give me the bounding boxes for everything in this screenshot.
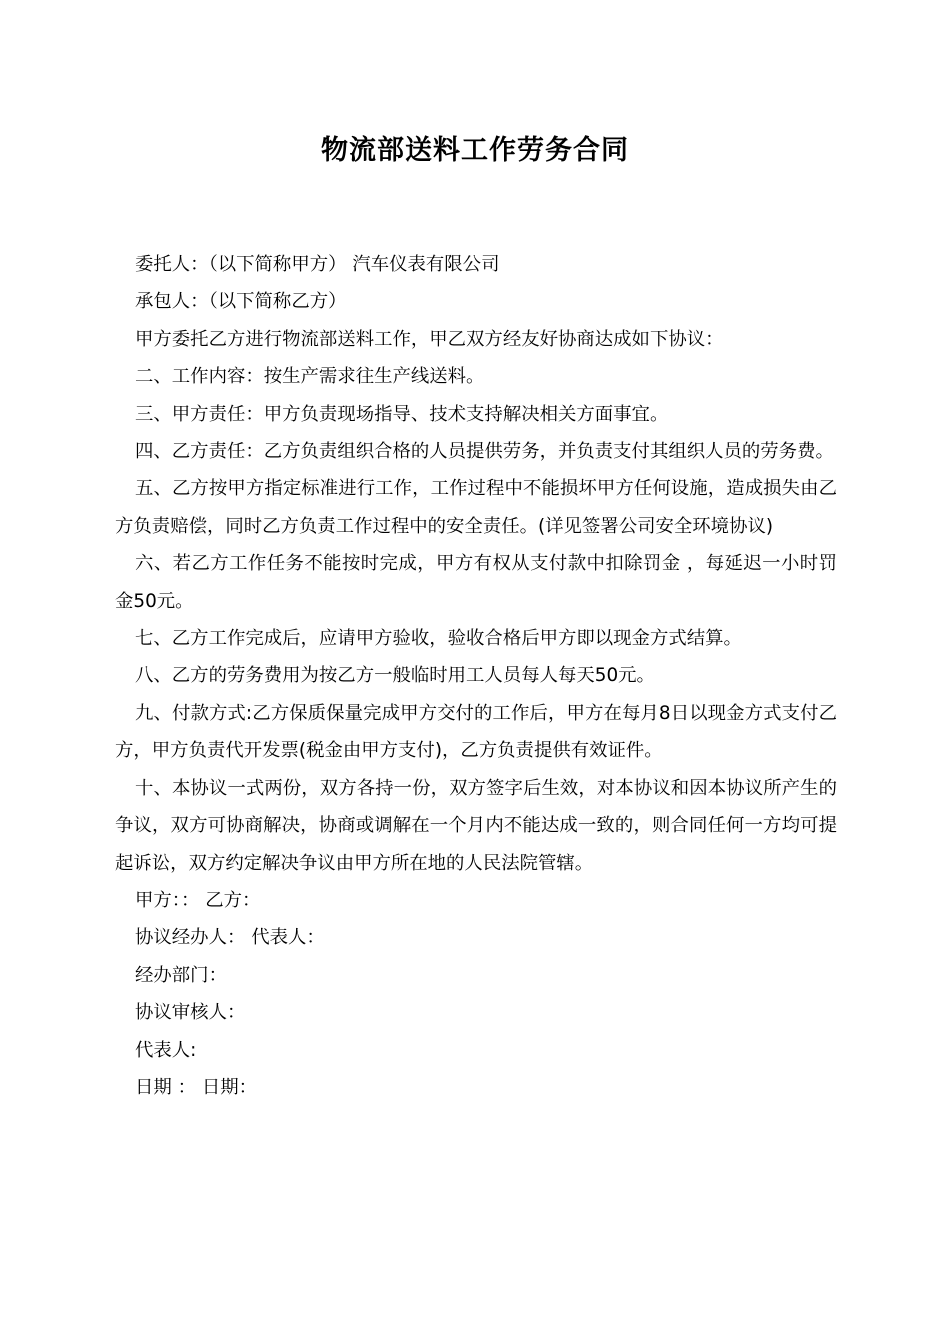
signature-parties: 甲方：： 乙方： (135, 889, 261, 911)
clause-contractor: 承包人：（以下简称乙方） (135, 291, 347, 313)
signature-reviewer: 协议审核人： (135, 1002, 246, 1024)
signature-representative: 代表人: (135, 1039, 197, 1061)
document-title: 物流部送料工作劳务合同 (321, 135, 629, 166)
clause-client: 委托人：（以下简称甲方） 汽车仪表有限公司 (135, 254, 500, 275)
clause-6-penalty: 六、若乙方工作任务不能按时完成，甲方有权从支付款中扣除罚金 ，每延迟一小时罚金50元。 (115, 553, 837, 612)
signature-department: 经办部门： (135, 964, 227, 986)
clause-8-fee: 八、乙方的劳务费用为按乙方一般临时用工人员每人每天50元。 (135, 665, 655, 687)
clause-10-disputes: 十、本协议一式两份，双方各持一份，双方签字后生效，对本协议和因本协议所产生的争议，双方可协商解决，协商或调解在一个月内不能达成一致的，则合同任何一方均可提起诉讼，双方约定解决争议由甲方所在地的人民法院管辖。 (115, 777, 837, 874)
clause-intro: 甲方委托乙方进行物流部送料工作，甲乙双方经友好协商达成如下协议： (135, 328, 724, 350)
clause-5-standards: 五、乙方按甲方指定标准进行工作，工作过程中不能损坏甲方任何设施，造成损失由乙方负责赔偿，同时乙方负责工作过程中的安全责任。(详见签署公司安全环境协议) (115, 478, 837, 537)
clause-3-party-a-duty: 三、甲方责任：甲方负责现场指导、技术支持解决相关方面事宜。 (135, 403, 669, 425)
clause-9-payment: 九、付款方式:乙方保质保量完成甲方交付的工作后，甲方在每月8日以现金方式支付乙方，甲方负责代开发票(税金由甲方支付)，乙方负责提供有效证件。 (115, 702, 837, 762)
clause-4-party-b-duty: 四、乙方责任：乙方负责组织合格的人员提供劳务，并负责支付其组织人员的劳务费。 (135, 441, 834, 463)
signature-dates: 日期 ： 日期： (135, 1076, 258, 1098)
clause-7-acceptance: 七、乙方工作完成后，应请甲方验收，验收合格后甲方即以现金方式结算。 (135, 628, 742, 650)
signature-handler: 协议经办人： 代表人： (135, 927, 325, 949)
document-body (115, 246, 837, 1106)
clause-2-work-content: 二、工作内容：按生产需求往生产线送料。 (135, 366, 485, 388)
